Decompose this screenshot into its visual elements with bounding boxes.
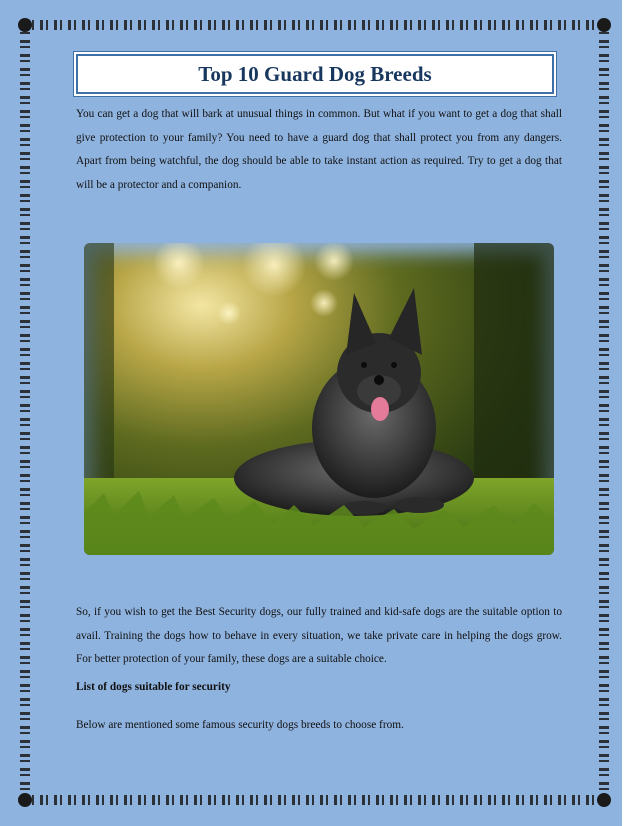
decorative-border-bottom: [26, 795, 606, 805]
decorative-border-top: [26, 20, 606, 30]
dog-illustration: [84, 243, 554, 555]
border-corner-ornament: [18, 793, 32, 807]
decorative-border-left: [20, 26, 30, 796]
border-corner-ornament: [18, 18, 32, 32]
decorative-border-right: [599, 26, 609, 796]
page-title: Top 10 Guard Dog Breeds: [198, 61, 432, 86]
title-box: [76, 54, 554, 94]
list-heading: List of dogs suitable for security: [76, 681, 231, 693]
border-corner-ornament: [597, 18, 611, 32]
dog-photo: [84, 243, 554, 555]
intro-paragraph: You can get a dog that will bark at unusual things in common. But what if you want to get a dog that shall give protection to your family? You need to have a guard dog that shall protect you from any dangers. Apart from being watchful, the dog should be able to take instant action as required. Try to get a dog that will be a protector and a companion.: [76, 108, 562, 191]
list-intro: Below are mentioned some famous security dogs breeds to choose from.: [76, 719, 404, 731]
second-paragraph: So, if you wish to get the Best Security dogs, our fully trained and kid-safe dogs are the suitable option to avail. Training the dogs how to behave in every situation, we take private care in helping the dogs grow. For better protection of your family, these dogs are a suitable choice.: [76, 606, 562, 665]
border-corner-ornament: [597, 793, 611, 807]
